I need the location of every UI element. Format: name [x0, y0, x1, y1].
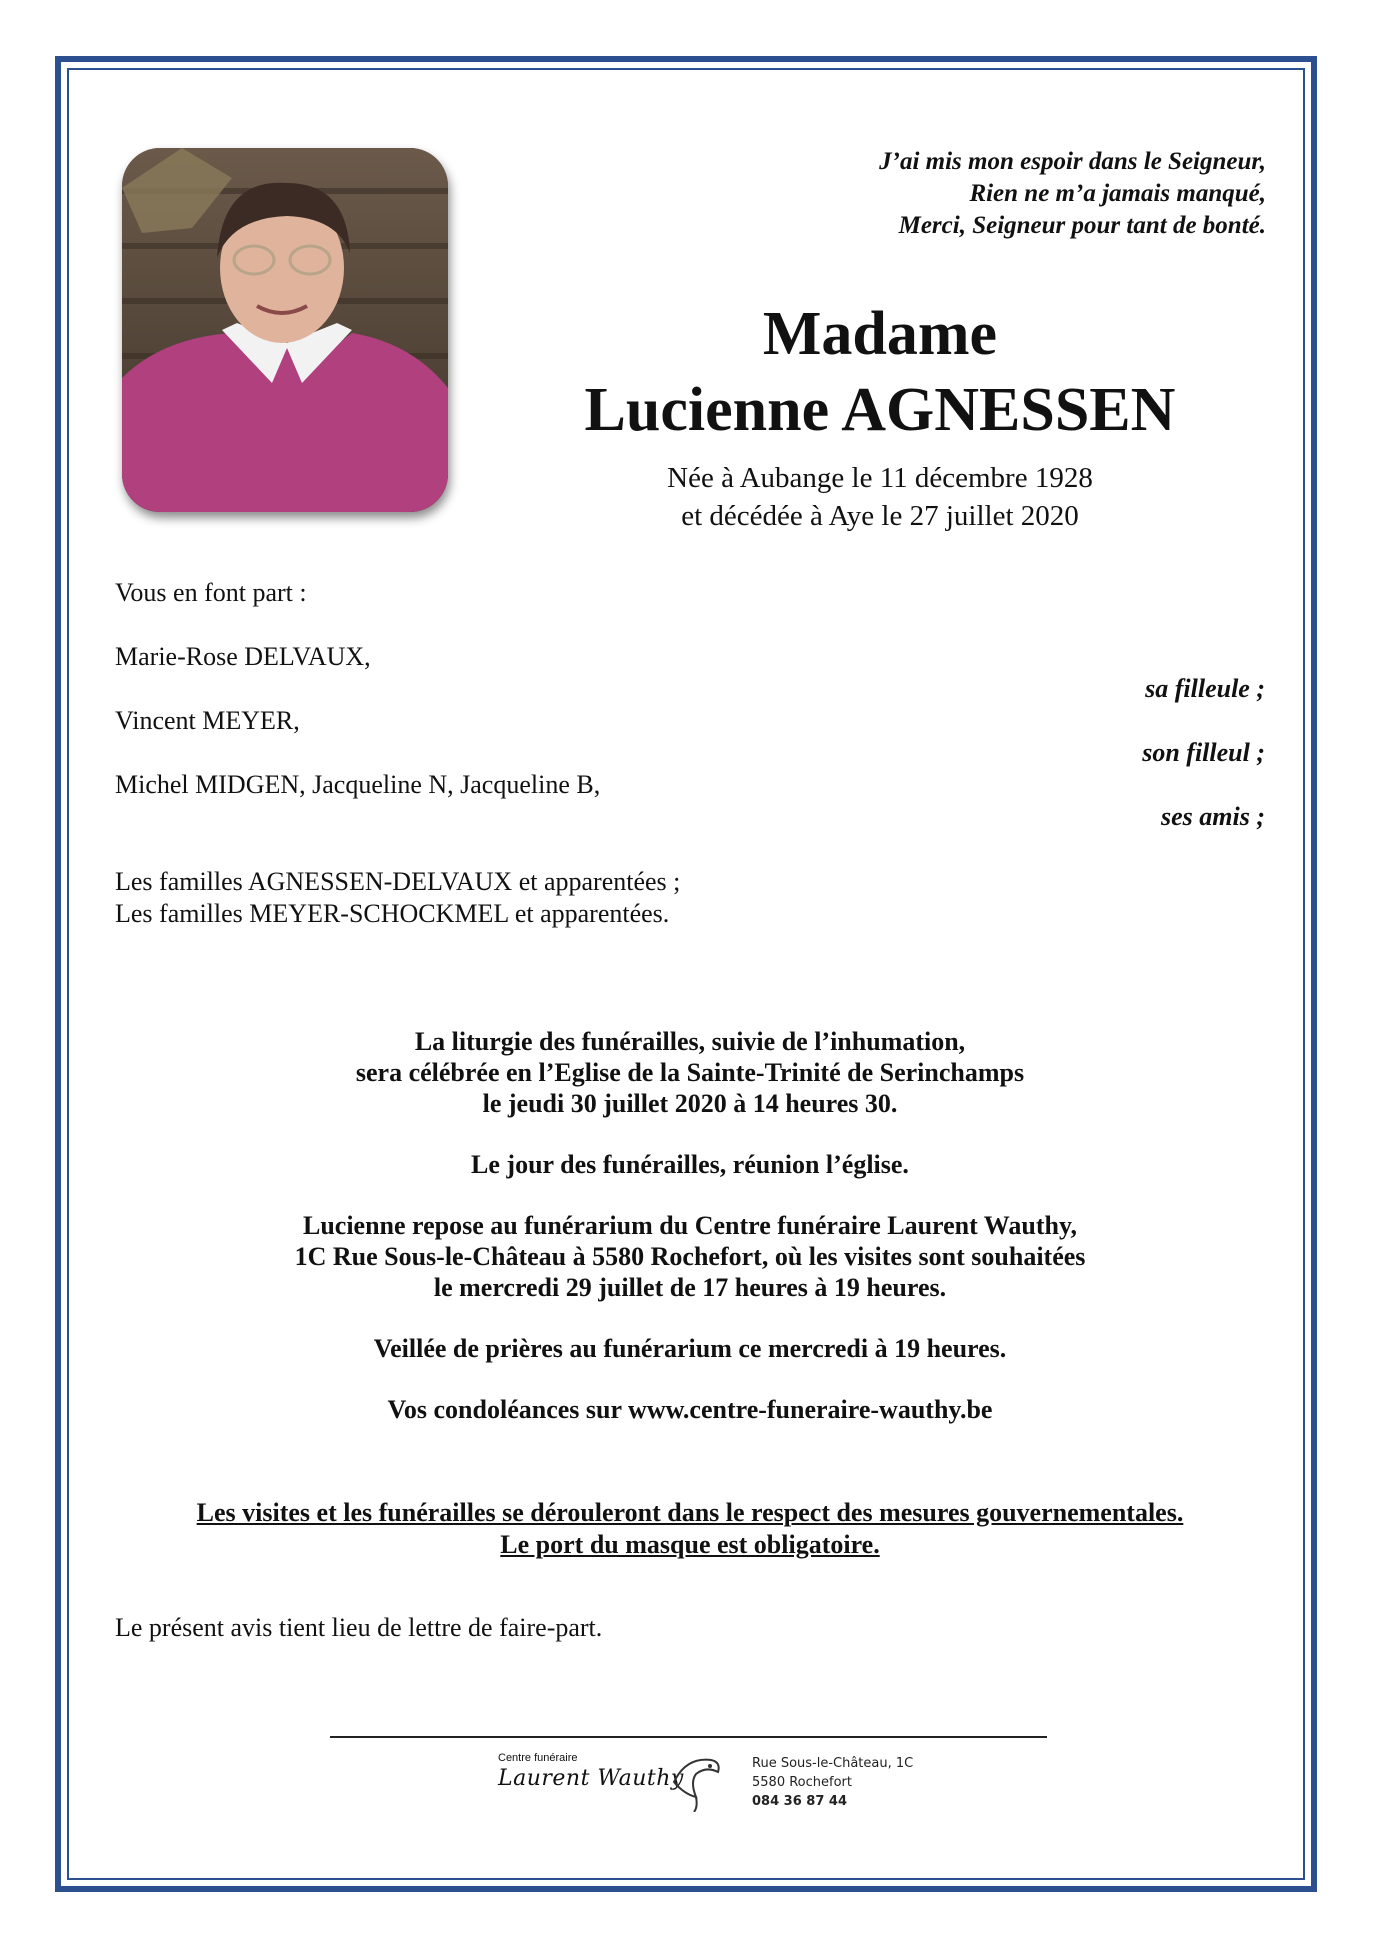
relative-names: Marie-Rose DELVAUX,	[115, 642, 371, 671]
quote-line: J’ai mis mon espoir dans le Seigneur,	[879, 148, 1266, 175]
liturgy-paragraph	[140, 1026, 1240, 1119]
honorific-title: Madame	[762, 300, 998, 368]
families-block	[115, 866, 680, 930]
address-street: Rue Sous-le-Château, 1C	[752, 1756, 914, 1771]
deceased-name: Lucienne AGNESSEN	[584, 376, 1176, 444]
address-phone: 084 36 87 44	[752, 1794, 847, 1809]
logo-caption: Centre funéraire	[498, 1752, 578, 1764]
notice-line: Les visites et les funérailles se dérouleront dans le respect des mesures gouvernementales.	[196, 1498, 1184, 1527]
calla-lily-icon	[666, 1752, 726, 1812]
relative-relation: ses amis ;	[1161, 802, 1265, 831]
footer-divider	[330, 1736, 1047, 1738]
visitation-line: Lucienne repose au funérarium du Centre funéraire Laurent Wauthy,	[302, 1211, 1078, 1240]
relative-row	[115, 770, 1265, 834]
address-city: 5580 Rochefort	[752, 1775, 852, 1790]
logo-wordmark: Laurent Wauthy	[498, 1766, 684, 1791]
visitation-line: 1C Rue Sous-le-Château à 5580 Rochefort, où les visites sont souhaitées	[294, 1242, 1086, 1271]
funeral-home-address	[752, 1754, 913, 1811]
sanitary-notice	[140, 1497, 1240, 1561]
ceremony-info	[140, 1026, 1240, 1455]
relative-relation: son filleul ;	[1142, 738, 1265, 767]
meeting-paragraph: Le jour des funérailles, réunion l’église.	[471, 1150, 909, 1179]
visitation-paragraph	[140, 1210, 1240, 1303]
life-dates	[530, 459, 1230, 535]
closing-statement: Le présent avis tient lieu de lettre de faire-part.	[115, 1613, 603, 1642]
family-line: Les familles MEYER-SCHOCKMEL et apparentées.	[115, 899, 670, 928]
quote-line: Merci, Seigneur pour tant de bonté.	[898, 212, 1266, 239]
notice-line: Le port du masque est obligatoire.	[500, 1530, 880, 1559]
liturgy-line: sera célébrée en l’Eglise de la Sainte-Trinité de Serinchamps	[355, 1058, 1025, 1087]
relative-row	[115, 642, 1265, 706]
portrait-illustration	[122, 148, 448, 512]
family-line: Les familles AGNESSEN-DELVAUX et apparentées ;	[115, 867, 681, 896]
condolences-paragraph: Vos condoléances sur www.centre-funeraire-wauthy.be	[387, 1395, 993, 1424]
liturgy-line: le jeudi 30 juillet 2020 à 14 heures 30.	[482, 1089, 898, 1118]
relatives-list	[115, 642, 1265, 834]
relative-names: Vincent MEYER,	[115, 706, 300, 735]
birth-line: Née à Aubange le 11 décembre 1928	[667, 462, 1093, 494]
death-line: et décédée à Aye le 27 juillet 2020	[681, 500, 1079, 532]
portrait-photo	[122, 148, 448, 512]
visitation-line: le mercredi 29 juillet de 17 heures à 19 heures.	[433, 1273, 947, 1302]
funeral-home-logo	[498, 1752, 738, 1812]
relative-relation: sa filleule ;	[1145, 674, 1265, 703]
liturgy-line: La liturgie des funérailles, suivie de l’inhumation,	[414, 1027, 966, 1056]
relative-names: Michel MIDGEN, Jacqueline N, Jacqueline B,	[115, 770, 601, 799]
epigraph-quote	[879, 146, 1266, 242]
vigil-paragraph: Veillée de prières au funérarium ce mercredi à 19 heures.	[373, 1334, 1007, 1363]
relative-row	[115, 706, 1265, 770]
quote-line: Rien ne m’a jamais manqué,	[969, 180, 1266, 207]
announcement-intro: Vous en font part :	[115, 578, 307, 607]
deceased-name-block	[530, 296, 1230, 448]
